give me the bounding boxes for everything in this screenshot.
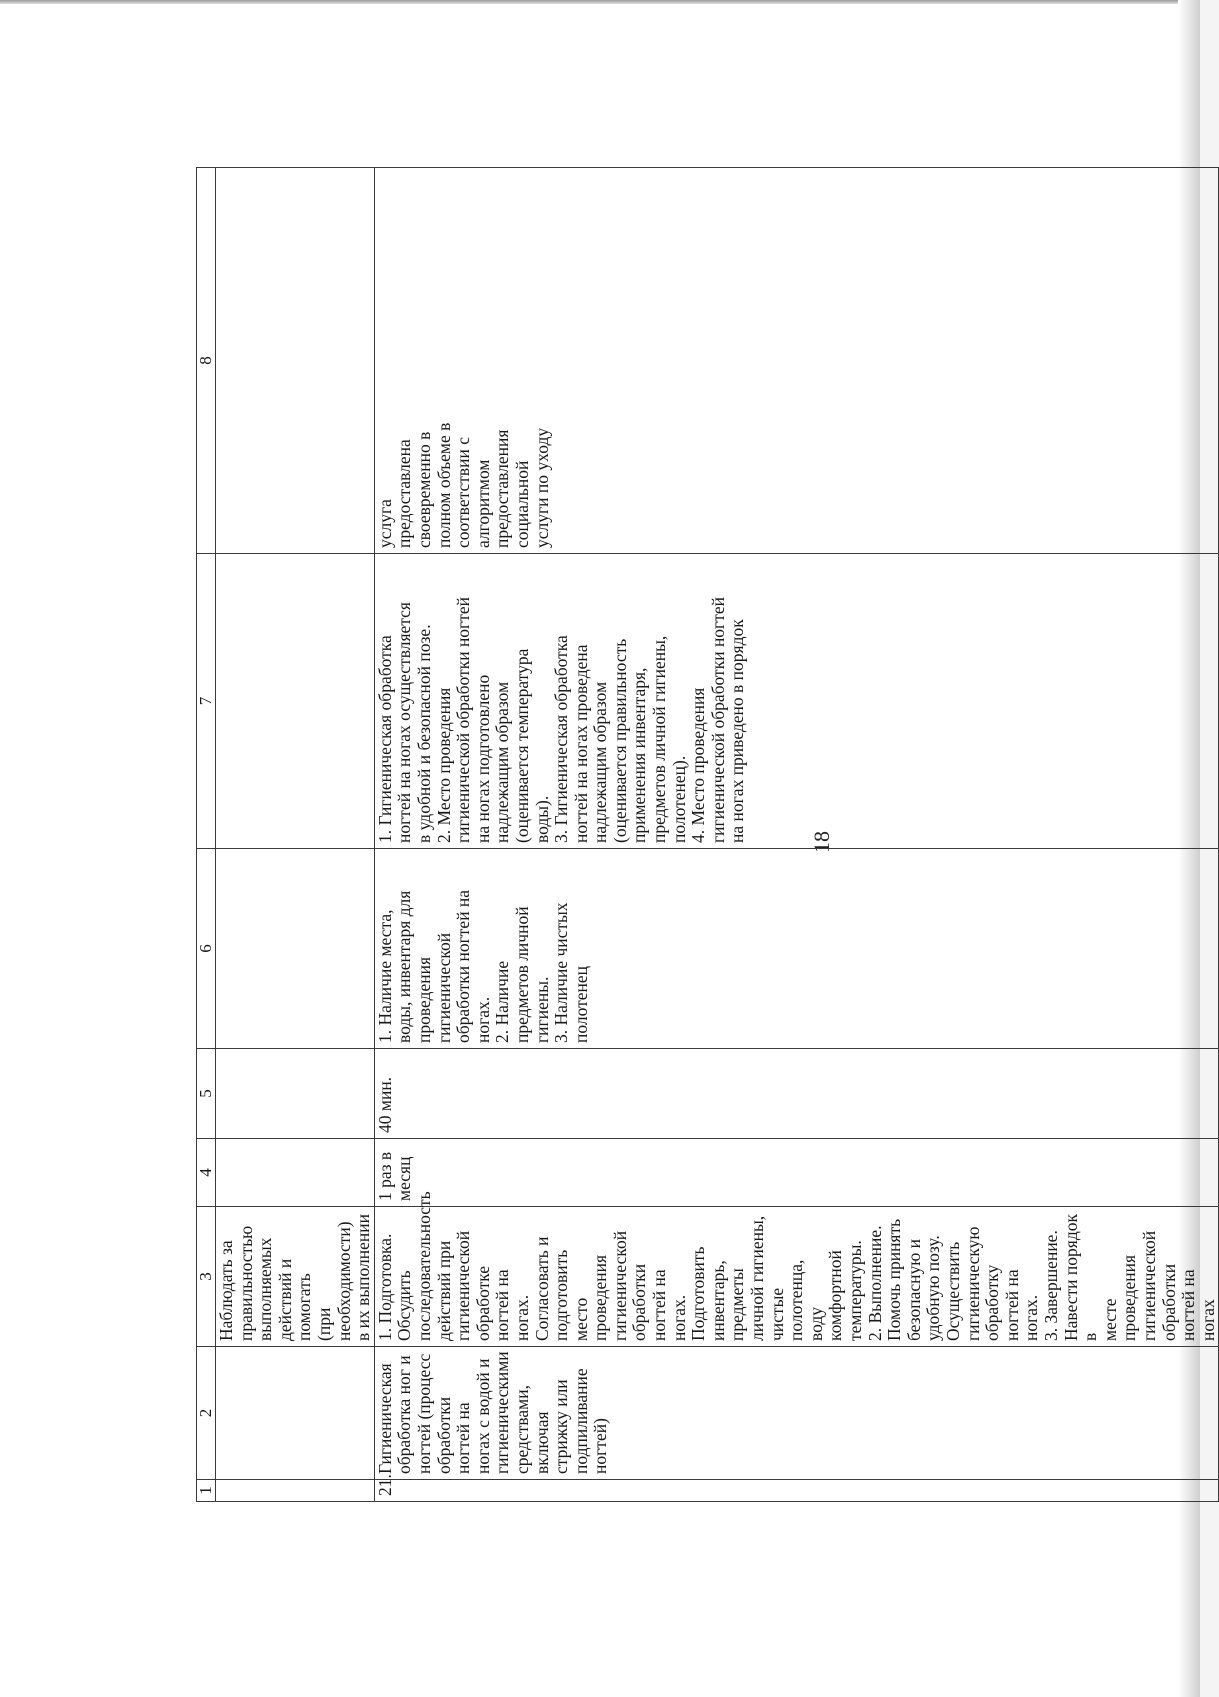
header-col-8: 8 bbox=[197, 168, 216, 554]
rotated-table-container bbox=[196, 168, 1218, 1502]
row-number: 21. bbox=[374, 1474, 395, 1496]
conditions-text: 1. Наличие места, воды, инвентаря для проведения гигиенической обработки ногтей на ногах. 2. Наличие предметов личной гигиены. 3. Наличие чистых полотенец bbox=[374, 889, 591, 1043]
quality-indicators-text: 1. Гигиеническая обработка ногтей на ногах осуществляется в удобной и безопасной позе. 2. Место проведения гигиенической обработки ногтей на ногах подготовлено надлежащим образом (оценивается температура воды). 3. Гигиеническая обработка ногтей на ногах проведена надлежащим образом (оценивается правильность применения инвентаря, предметов личной гигиены, полотенец). 4. Место проведения гигиенической обработки ногтей на ногах приведено в порядок bbox=[374, 596, 748, 843]
cont-col-4 bbox=[216, 1139, 375, 1207]
service-description-text: 1. Подготовка. Обсудить последовательность действий при гигиенической обработке ногтей на ногах. Согласовать и подготовить место проведения гигиенической обработки ногтей на ногах. Подготовить инвентарь, предметы личной гигиены, чистые полотенца, воду комфортной температуры. 2. Выполнение. Помочь принять безопасную и удобную позу. Осуществить гигиеническую обработку ногтей на ногах. 3. Завершение. Навести порядок в месте проведения гигиенической обработки ногтей на ногах bbox=[374, 1191, 1218, 1341]
service-description-cell bbox=[374, 1191, 1219, 1347]
cont-col-2 bbox=[216, 1347, 375, 1480]
duration-cell bbox=[374, 1049, 1219, 1139]
cont-col-1 bbox=[216, 1480, 375, 1502]
page-number: 18 bbox=[809, 831, 834, 853]
cont-col-6 bbox=[216, 849, 375, 1049]
evaluation-text: услуга предоставлена своевременно в полном объеме в соответствии с алгоритмом предоставления социальной услуги по уходу bbox=[374, 422, 552, 548]
service-name-text: Гигиеническая обработка ног и ногтей (процесс обработки ногтей на ногах с водой и гигиеническими средствами, включая стрижку или подпиливание ногтей) bbox=[374, 1351, 611, 1474]
quality-indicators-cell bbox=[374, 554, 1219, 849]
continuation-row bbox=[216, 168, 375, 1502]
header-col-1: 1 bbox=[197, 1480, 216, 1502]
periodicity-text: 1 раз в месяц bbox=[374, 1151, 415, 1201]
service-name-cell bbox=[374, 1347, 1219, 1480]
cont-col-7 bbox=[216, 554, 375, 849]
services-table bbox=[196, 167, 1219, 1502]
conditions-cell bbox=[374, 849, 1219, 1049]
header-col-2: 2 bbox=[197, 1347, 216, 1480]
scan-top-edge bbox=[0, 0, 1200, 4]
header-col-7: 7 bbox=[197, 554, 216, 849]
header-col-3: 3 bbox=[197, 1207, 216, 1347]
evaluation-cell bbox=[374, 168, 1219, 554]
header-row bbox=[197, 168, 216, 1502]
header-col-4: 4 bbox=[197, 1139, 216, 1207]
cont-col-5 bbox=[216, 1049, 375, 1139]
header-col-5: 5 bbox=[197, 1049, 216, 1139]
cont-col-8 bbox=[216, 168, 375, 554]
duration-text: 40 мин. bbox=[374, 1076, 395, 1133]
table-row-21 bbox=[374, 168, 1219, 1502]
header-col-6: 6 bbox=[197, 849, 216, 1049]
periodicity-cell bbox=[374, 1139, 1219, 1207]
cont-col-3 bbox=[216, 1207, 375, 1347]
row-number-cell bbox=[374, 1474, 1219, 1502]
cont-description-text: Наблюдать за правильностью выполняемых действий и помогать (при необходимости) в их выполнении bbox=[216, 1214, 374, 1341]
